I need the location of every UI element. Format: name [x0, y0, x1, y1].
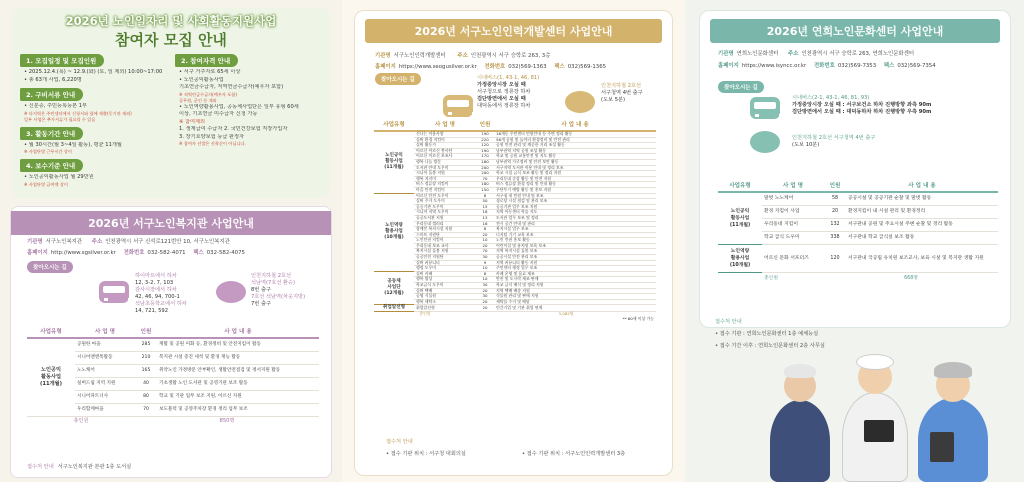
- program-count: 170: [476, 154, 494, 160]
- welfare-title: 2026년 서구노인복지관 사업안내: [11, 211, 331, 235]
- program-desc: 우리동네 순찰 활동 및 안전 지원: [494, 176, 656, 182]
- program-desc: 서구관내 공원 및 주요시설 주변 순찰 및 정리 활동: [846, 219, 998, 232]
- program-name: 실버드림 지역 지원: [75, 378, 135, 391]
- program-desc: 재활 및 공원 미화 등, 환경정비 및 안전지킴이 활동: [157, 338, 319, 352]
- program-count: 16: [476, 221, 494, 227]
- program-count: 30: [476, 255, 494, 261]
- program-name: 환경 지킴이 사업: [762, 206, 824, 219]
- culture-reception-label: 접수처 안내: [715, 319, 742, 325]
- program-name: 행복 지키미: [414, 176, 476, 182]
- program-desc: 전시 공간 안내 및 관리: [494, 221, 656, 227]
- program-desc: 16개동 주민센터 민원안내 등 주변 정리 활동: [494, 131, 656, 137]
- program-name: 취업알선형: [414, 305, 476, 312]
- program-name: 실버 카페: [414, 271, 476, 277]
- column-header: 사업유형: [383, 122, 405, 128]
- section-heading: 2. 참여자격 안내: [175, 54, 238, 67]
- program-desc: 공공시설 안전 관리 보조: [494, 255, 656, 261]
- program-desc: 어린이집 및 유치원 보육 보조: [494, 243, 656, 249]
- welfare-bus-routes: 하이마트에서 하차 12, 3-2, 7, 103 감사시장에서 하차 42, 46, 94, 700-1 석남초등학교에서 하차 14, 721, 592: [135, 273, 187, 314]
- schedule-date: • 2025.12.4.(목) ~ 12.9.(화) (토, 일 제외) 10:00~17:00: [24, 69, 163, 75]
- program-name: 어르신 문화 서포터즈: [762, 245, 824, 273]
- labor-reception-line: • 접수 기관 위치 : 서구청 대회의실: [386, 451, 466, 457]
- total-value: 850명: [219, 418, 235, 424]
- total-label: 총인원: [73, 418, 89, 424]
- program-count: 10: [476, 266, 494, 272]
- subway-icon: [216, 281, 246, 303]
- documents-note: ※ 타지역은 주민센터에서 신청서와 함께 제출(동기관 제외): [24, 110, 132, 116]
- program-name: 신나는 이웃사랑: [414, 131, 476, 137]
- program-name: 실버 커뮤니티: [414, 260, 476, 266]
- program-count: 8: [476, 271, 494, 277]
- program-count: 30: [476, 294, 494, 300]
- program-name: 어르신 어르신 봉사단: [414, 148, 476, 154]
- labor-reception-label: 접수처 안내: [386, 439, 413, 445]
- section-schedule: [20, 54, 170, 84]
- recruit-right-column: [175, 54, 325, 151]
- program-count: 9: [476, 260, 494, 266]
- program-desc: 경로당 시설 점검 및 관리 보조: [494, 199, 656, 205]
- total-label: 총인원: [764, 276, 778, 281]
- section-heading: 4. 보수기준 안내: [20, 159, 83, 172]
- culture-directions-badge: 찾아오시는 길: [718, 81, 764, 93]
- labor-bus-routes: 시내버스(1, 43-1, 46, 81) 가정중앙시장 오실 때 서구청으로 정류장 하차 검단방면에서 오실 때 대덕동에서 정류장 하차: [477, 75, 540, 109]
- program-desc: 지역 커뮤니티 활동 지원: [494, 260, 656, 266]
- program-name: 어르신 안전 도우미: [414, 193, 476, 199]
- program-name: 학교 급식 도우미: [762, 232, 824, 245]
- program-desc: 카페 운영 및 음료 제조: [494, 271, 656, 277]
- bus-icon: [750, 97, 780, 119]
- program-name: 행정 도우미: [414, 266, 476, 272]
- labor-subway-routes: 인천지하철 2호선 서구청역 4번 출구 (도보 5분): [601, 83, 643, 103]
- culture-reception-line: • 접수 기관 : 연희노인문화센터 1층 예체능실: [715, 331, 819, 337]
- program-count: 190: [476, 148, 494, 154]
- program-count: 210: [135, 352, 157, 365]
- program-desc: 무단투기 예방 활동 및 홍보 지원: [494, 187, 656, 193]
- welfare-homepage-link[interactable]: http://www.sgsilver.or.kr: [50, 250, 116, 256]
- program-count: 180: [476, 159, 494, 165]
- program-name: 장애인 복지시설 지원: [414, 227, 476, 233]
- exclusion-heading: ※ 참여제외: [179, 118, 206, 125]
- program-desc: 주민센터 행정 업무 보조: [494, 266, 656, 272]
- category-cell: 노인역량 활용사업 (10개월): [718, 245, 762, 273]
- program-name: 공공안전 지원단: [414, 255, 476, 261]
- program-count: 20: [476, 305, 494, 312]
- exclusion-note: ※ 참여자 선발은 선착순이 아닙니다.: [179, 141, 246, 146]
- exclusion-line: 3. 장기요양보험 등급 판정자: [179, 133, 245, 140]
- schedule-count: • 총 63개 사업, 6,220명: [24, 76, 82, 83]
- program-desc: 복지관 시설 증진 세척 및 환경 재능 활동: [157, 352, 319, 365]
- total-row: [27, 417, 319, 426]
- category-cell: 노인역량 활용사업 (10개월): [374, 193, 414, 271]
- documents-line: • 신분증, 주민등록등본 1부: [24, 103, 88, 109]
- program-count: 8: [476, 227, 494, 233]
- panel-senior-jobs: [0, 0, 342, 482]
- subway-icon: [565, 91, 595, 113]
- recruit-left-column: [20, 54, 170, 192]
- pay-note: ※ 사업단별 급여액 상이: [24, 181, 68, 187]
- recruit-subtitle: 참여자 모집 안내: [115, 31, 227, 49]
- culture-subway-routes: 인천지하철 2호선 서구청역 4번 출구 (도보 10분): [792, 135, 876, 148]
- program-count: 15: [476, 204, 494, 210]
- program-desc: 학교 시설 급식 보조 활동 및 정리 지원: [494, 171, 656, 177]
- program-desc: 지역 택배 배송 지원: [494, 288, 656, 294]
- table-note: ** 60세 이상 가능: [622, 316, 654, 321]
- seniors-illustration: [760, 352, 1024, 482]
- welfare-subway-routes: 인천지하철 2호선 석남역(7호선 환승) 8번 출구 7호선 석남역(차웃지방) 7번 출구: [251, 273, 306, 307]
- program-desc: 보도블럭 및 공영주차장 환경 정리 업무 보조: [157, 404, 319, 417]
- table-row: [718, 192, 998, 206]
- program-name: 버스 정류장 지킴이: [414, 182, 476, 188]
- pay-line: • 노인공익활동사업 월 29만원: [24, 174, 94, 180]
- program-name: 어르신 어르신 보조사: [414, 154, 476, 160]
- program-name: 시니어맨앤톡활동: [75, 352, 135, 365]
- culture-reception-line: • 접수 기간 이후 : 연희노인문화센터 2층 사무실: [715, 343, 825, 349]
- welfare-contact: 홈페이지 http://www.sgsilver.or.kr 전화번호 032-582-4071 팩스 032-582-4075: [27, 250, 245, 256]
- eligibility-line: • 노인역량활용사업, 공동체사업단은 일부 유형 60세: [179, 103, 299, 110]
- labor-contact: 홈페이지 https://www.seogusilver.or.kr 전화번호 032)569-1363 팩스 032)569-1365: [375, 64, 607, 70]
- program-desc: 학교 및 기관 업무 보조 지원, 어르신 지원: [157, 391, 319, 404]
- program-count: 285: [135, 338, 157, 352]
- section-pay: [20, 159, 170, 188]
- panel-labor-center: [342, 0, 685, 482]
- program-desc: 기초생활 노인 도서관 및 공영기관 보조 활동: [157, 378, 319, 391]
- eligibility-note: ※ 직역연금수급자(예우자 포함): [179, 91, 237, 97]
- program-desc: 복지시설 업무 보조: [494, 227, 656, 233]
- total-row: [718, 273, 998, 286]
- program-count: 180: [476, 182, 494, 188]
- culture-contact: 홈페이지 https://www.isyncc.or.kr 전화번호 032)569-7353 팩스 032)569-7354: [718, 63, 936, 69]
- welfare-agency: 기관명 서구노인복지관 주소 인천광역시 서구 신석로121번안 10, 서구노인복지관: [27, 239, 230, 245]
- program-desc: 반찬 및 도시락 제조 판매: [494, 277, 656, 283]
- table-row: [718, 245, 998, 273]
- program-count: 20: [476, 288, 494, 294]
- column-header: 사 업 내 용: [224, 329, 252, 335]
- program-desc: 환경지킴이 내 시설 관리 및 환경정리: [846, 206, 998, 219]
- program-name: 말벗 노노케어: [762, 192, 824, 206]
- column-header: 사 업 명: [782, 183, 804, 189]
- subway-icon: [750, 131, 780, 153]
- program-count: 20: [824, 206, 846, 219]
- program-count: 30: [476, 283, 494, 289]
- program-desc: 취약노인 가정방문 안부확인, 생활안전점검 및 정서지원 활동: [157, 365, 319, 378]
- program-count: 190: [476, 131, 494, 137]
- table-row: [27, 338, 319, 352]
- labor-title: 2026년 서구노인인력개발센터 사업안내: [365, 19, 662, 43]
- program-name: 공원한 마을: [75, 338, 135, 352]
- period-line: • 월 30시간(월 3~4일 활동), 평균 11개월: [24, 141, 122, 148]
- column-header: 인원: [479, 122, 491, 128]
- column-header: 사 업 내 용: [561, 122, 589, 128]
- labor-reception-line: • 접수 기관 위치 : 서구노인인력개발센터 3층: [522, 451, 626, 457]
- column-header: 사 업 내 용: [908, 183, 936, 189]
- column-header: 사 업 명: [94, 329, 116, 335]
- table-row: [374, 305, 656, 312]
- program-count: 58: [824, 192, 846, 206]
- program-desc: 서구청 내 민원 안내 및 보조: [494, 193, 656, 199]
- program-count: 20: [476, 232, 494, 238]
- program-count: 18: [476, 210, 494, 216]
- program-desc: 노인 인권 홍보 활동: [494, 238, 656, 244]
- program-count: 20: [476, 299, 494, 305]
- program-name: 공영 식물원: [414, 294, 476, 300]
- welfare-program-table: [27, 325, 319, 425]
- labor-directions-badge: 찾아오시는 길: [375, 73, 421, 85]
- program-name: 실버 환경 지킴이: [414, 137, 476, 143]
- total-value: 668명: [904, 276, 918, 281]
- program-count: 150: [476, 187, 494, 193]
- culture-program-table: [718, 179, 998, 285]
- program-name: 노인인권 지킴이: [414, 238, 476, 244]
- program-name: 행복 밥상: [414, 277, 476, 283]
- eligibility-line: 이상, 기초연금 미수급자 신청 가능: [179, 111, 258, 117]
- program-name: 도서관 안내 도우미: [414, 165, 476, 171]
- program-name: 공공기관 도우미: [414, 204, 476, 210]
- note-row: [374, 317, 656, 322]
- culture-title: 2026년 연희노인문화센터 사업안내: [710, 19, 1000, 43]
- program-count: 10: [476, 238, 494, 244]
- program-desc: 민간기업 및 기관 취업 연계: [494, 305, 656, 312]
- program-name: 스마트 지원단: [414, 232, 476, 238]
- period-note: ※ 사업단별 근무시간 상이: [24, 149, 72, 154]
- program-name: 마을 안전 지킴이: [414, 187, 476, 193]
- exclusion-line: 1. 생계급여 수급자 2. 국민건강보험 직장가입자: [179, 126, 288, 132]
- eligibility-line: 기초연금수급자, 직역연금수급자(예우자 포함): [179, 84, 284, 90]
- program-desc: 식물원 관리 및 판매 지원: [494, 294, 656, 300]
- program-desc: 남부권역 가로정비 및 안전 보안 활동: [494, 159, 656, 165]
- program-desc: 서구관내 국공립 유치원 보조교사, 보육 시설 및 복지관 생활 지원: [846, 245, 998, 273]
- eligibility-note: 공무원, 군인 등 제외: [179, 97, 217, 103]
- program-desc: 디지털 기기 교육 보조: [494, 232, 656, 238]
- category-cell: 취업알선형: [374, 305, 414, 312]
- program-name: 복지시설 돌봄 지원: [414, 249, 476, 255]
- labor-agency: 기관명 서구노인인력개발센터 주소 인천광역시 서구 승학로 263, 3층: [375, 53, 551, 59]
- program-count: 120: [476, 143, 494, 149]
- program-name: 공공도서관 지원: [414, 215, 476, 221]
- program-name: 행복 세탁소: [414, 299, 476, 305]
- section-period: [20, 127, 170, 156]
- program-count: 200: [476, 165, 494, 171]
- program-count: 338: [824, 232, 846, 245]
- program-name: 우리동네 보조 교사: [414, 243, 476, 249]
- labor-homepage-link[interactable]: https://www.seogusilver.or.kr: [398, 64, 477, 70]
- section-documents: [20, 88, 170, 123]
- column-header: 사 업 명: [434, 122, 456, 128]
- program-name: 실버 택배: [414, 288, 476, 294]
- program-desc: 서구지역 도서관 이용 안내 및 정리 보조: [494, 165, 656, 171]
- program-name: 실버 활동가: [414, 143, 476, 149]
- section-heading: 1. 모집일정 및 모집인원: [20, 54, 104, 67]
- culture-agency: 기관명 연희노인문화센터 주소 인천광역시 서구 승학로 263, 연희노인문화센터: [718, 51, 915, 57]
- eligibility-line: • 서구 거주자로 65세 이상: [179, 69, 241, 75]
- program-count: 132: [824, 219, 846, 232]
- program-desc: 공공기관 업무 보조 지원: [494, 204, 656, 210]
- culture-bus-routes: 시내버스(2-1, 43-1, 46, 81, 93) 가정중앙시장 오실 때 : 서구보건소 하차 진행방향 좌측 90m 검단방면에서 오실 때 : 대덕동하차 하차 진행방향 우측 90m: [792, 95, 932, 115]
- documents-note: 일부 사업은 추가서류가 필요할 수 있음: [24, 116, 96, 122]
- recruit-title: 2026년 노인일자리 및 사회활동지원사업: [65, 14, 277, 28]
- program-desc: 공원 안전 관리 및 깨끗한 거리 조성 활동: [494, 143, 656, 149]
- welfare-center-box: [10, 206, 332, 478]
- section-heading: 2. 구비서류 안내: [20, 88, 83, 101]
- eligibility-line: • 노인공익활동사업: [179, 76, 224, 83]
- culture-homepage-link[interactable]: https://www.isyncc.or.kr: [741, 63, 807, 69]
- program-desc: 학교 및 공원 교통안전 및 지도 활동: [494, 154, 656, 160]
- program-desc: 지역 아동센터 학습 지도: [494, 210, 656, 216]
- program-name: 실버 주거 도우미: [414, 199, 476, 205]
- category-cell: 노인공익 활동사업 (11개월): [374, 131, 414, 193]
- program-count: 200: [476, 171, 494, 177]
- program-desc: 도서관 업무 보조 및 정리: [494, 215, 656, 221]
- program-count: 165: [135, 365, 157, 378]
- labor-program-table: [374, 118, 656, 322]
- total-value: 3,085명: [558, 311, 574, 317]
- program-desc: 버스 정류장 환경 정리 및 안내 활동: [494, 182, 656, 188]
- program-name: 학교급식 도우미: [414, 283, 476, 289]
- category-cell: 공동체 사업단 (12개월): [374, 271, 414, 305]
- program-count: 70: [476, 249, 494, 255]
- program-desc: 세탁물 수거 및 배달: [494, 299, 656, 305]
- program-count: 40: [135, 378, 157, 391]
- category-cell: 노인공익 활동사업 (11개월): [27, 338, 75, 417]
- column-header: 인원: [829, 183, 841, 189]
- program-desc: 남부권역 지역 공원 조성 활동: [494, 148, 656, 154]
- program-desc: 공공시설 및 공공기관 순찰 및 말벗 활동: [846, 192, 998, 206]
- program-count: 20: [476, 243, 494, 249]
- program-count: 8: [476, 193, 494, 199]
- column-header: 사업유형: [40, 329, 62, 335]
- program-name: 행복 나눔 방문: [414, 159, 476, 165]
- program-name: 우리동네 갤러리: [414, 221, 476, 227]
- program-desc: 지역 복지시설 돌봄 보조: [494, 249, 656, 255]
- program-desc: 학교 급식 배식 및 정리 지원: [494, 283, 656, 289]
- program-desc: 56개 공원 및 놀이터 환경정비 및 안전 관리: [494, 137, 656, 143]
- section-eligibility: [175, 54, 325, 147]
- welfare-reception: 접수처 안내 서구노인복지관 본관 1층 도서실: [27, 464, 132, 470]
- category-cell: 노인공익 활동사업 (11개월): [718, 192, 762, 245]
- program-name: 시니어 지역 도우미: [414, 210, 476, 216]
- program-name: 우리함께마을: [75, 404, 135, 417]
- program-count: 70: [135, 404, 157, 417]
- welfare-directions-badge: 찾아오시는 길: [27, 261, 73, 273]
- program-name: 시니어 돌봄 지원: [414, 171, 476, 177]
- program-count: 120: [824, 245, 846, 273]
- culture-center-box: [699, 10, 1011, 328]
- program-name: 시니어파트너사: [75, 391, 135, 404]
- program-count: 13: [476, 215, 494, 221]
- program-count: 220: [476, 137, 494, 143]
- program-name: 우리동네 지킴이: [762, 219, 824, 232]
- program-count: 10: [476, 277, 494, 283]
- program-count: 70: [476, 176, 494, 182]
- column-header: 사업유형: [729, 183, 751, 189]
- column-header: 인원: [140, 329, 152, 335]
- bus-icon: [443, 95, 473, 117]
- total-label: 총인원: [419, 311, 431, 317]
- program-name: 노노케어: [75, 365, 135, 378]
- bus-icon: [99, 281, 129, 303]
- section-heading: 3. 활동기간 안내: [20, 127, 83, 140]
- program-count: 80: [135, 391, 157, 404]
- program-desc: 서구관내 학교 급식실 보조 활동: [846, 232, 998, 245]
- program-count: 50: [476, 199, 494, 205]
